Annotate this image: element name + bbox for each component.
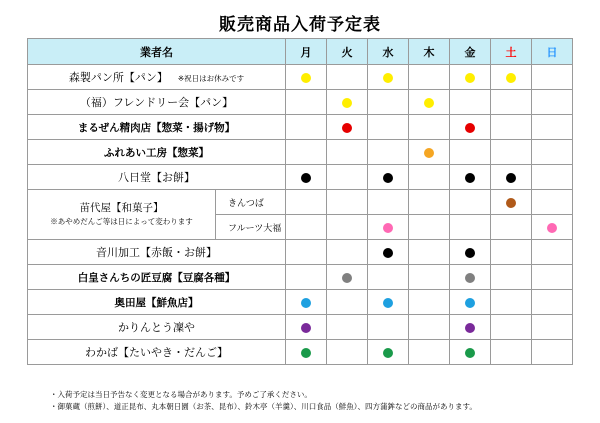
day-cell: [327, 65, 368, 90]
day-cell: [491, 165, 532, 190]
day-cell: [491, 315, 532, 340]
vendor-note: ※祝日はお休みです: [177, 74, 245, 83]
day-cell: [286, 90, 327, 115]
day-header: 金: [450, 39, 491, 65]
header-row: [28, 39, 573, 65]
vendor-name: 白皇さんちの匠豆腐【豆腐各種】: [28, 265, 286, 290]
footer-note: ・入荷予定は当日予告なく変更となる場合があります。予めご了承ください。: [50, 390, 312, 399]
day-cell: [327, 190, 368, 215]
day-cell: [327, 315, 368, 340]
day-cell: [450, 115, 491, 140]
delivery-dot-icon: [506, 173, 516, 183]
day-cell: [409, 115, 450, 140]
day-cell: [491, 115, 532, 140]
product-name: フルーツ大福: [216, 215, 286, 240]
day-header: 水: [368, 39, 409, 65]
day-cell: [491, 215, 532, 240]
vendor-name: かりんとう凜や: [28, 315, 286, 340]
vendor-column-header: 業者名: [28, 39, 286, 65]
day-cell: [409, 265, 450, 290]
day-cell: [327, 165, 368, 190]
delivery-dot-icon: [342, 98, 352, 108]
delivery-dot-icon: [465, 323, 475, 333]
day-cell: [450, 190, 491, 215]
day-cell: [286, 165, 327, 190]
day-cell: [532, 90, 573, 115]
day-cell: [327, 215, 368, 240]
day-cell: [491, 190, 532, 215]
day-cell: [409, 240, 450, 265]
day-cell: [286, 215, 327, 240]
delivery-schedule-table: [27, 38, 573, 365]
day-cell: [368, 340, 409, 365]
delivery-dot-icon: [424, 148, 434, 158]
day-cell: [409, 65, 450, 90]
table-row: [28, 65, 573, 90]
table-row: [28, 340, 573, 365]
delivery-dot-icon: [301, 298, 311, 308]
day-cell: [532, 190, 573, 215]
delivery-dot-icon: [301, 323, 311, 333]
delivery-dot-icon: [465, 298, 475, 308]
delivery-dot-icon: [547, 223, 557, 233]
vendor-name: ふれあい工房【惣菜】: [28, 140, 286, 165]
day-cell: [327, 290, 368, 315]
day-header: 火: [327, 39, 368, 65]
table-row: [28, 315, 573, 340]
vendor-name: 音川加工【赤飯・お餅】: [28, 240, 286, 265]
day-cell: [286, 290, 327, 315]
day-cell: [327, 115, 368, 140]
vendor-name: （福）フレンドリー会【パン】: [28, 90, 286, 115]
delivery-dot-icon: [465, 273, 475, 283]
day-cell: [450, 290, 491, 315]
day-cell: [409, 90, 450, 115]
vendor-name: [28, 65, 286, 90]
day-cell: [532, 215, 573, 240]
day-cell: [532, 290, 573, 315]
day-cell: [368, 190, 409, 215]
day-cell: [532, 315, 573, 340]
day-cell: [450, 265, 491, 290]
delivery-dot-icon: [342, 273, 352, 283]
day-cell: [327, 140, 368, 165]
day-cell: [532, 165, 573, 190]
day-cell: [491, 340, 532, 365]
table-row: [28, 190, 573, 215]
vendor-name: 八日堂【お餅】: [28, 165, 286, 190]
day-cell: [491, 265, 532, 290]
day-cell: [368, 315, 409, 340]
day-cell: [532, 140, 573, 165]
day-cell: [491, 240, 532, 265]
delivery-dot-icon: [383, 73, 393, 83]
vendor-label: 苗代屋【和菓子】: [79, 201, 164, 214]
day-cell: [286, 340, 327, 365]
delivery-dot-icon: [342, 123, 352, 133]
delivery-dot-icon: [383, 223, 393, 233]
day-cell: [368, 265, 409, 290]
day-cell: [368, 165, 409, 190]
day-cell: [491, 290, 532, 315]
day-cell: [409, 315, 450, 340]
day-cell: [409, 165, 450, 190]
delivery-dot-icon: [465, 248, 475, 258]
day-header: 月: [286, 39, 327, 65]
day-cell: [286, 265, 327, 290]
day-cell: [286, 190, 327, 215]
day-cell: [409, 190, 450, 215]
table-row: [28, 290, 573, 315]
day-cell: [532, 240, 573, 265]
day-cell: [450, 215, 491, 240]
vendor-label: 森製パン所【パン】: [68, 71, 168, 84]
day-cell: [450, 90, 491, 115]
day-cell: [532, 265, 573, 290]
vendor-note: ※あやめだんご等は日によって変わります: [50, 216, 193, 226]
day-cell: [368, 215, 409, 240]
day-cell: [450, 315, 491, 340]
table-row: [28, 165, 573, 190]
delivery-dot-icon: [383, 298, 393, 308]
vendor-name: [28, 190, 216, 240]
day-cell: [450, 340, 491, 365]
table-row: [28, 140, 573, 165]
day-cell: [286, 240, 327, 265]
delivery-dot-icon: [383, 348, 393, 358]
day-cell: [450, 140, 491, 165]
delivery-dot-icon: [383, 248, 393, 258]
delivery-dot-icon: [506, 73, 516, 83]
day-cell: [450, 165, 491, 190]
day-cell: [286, 65, 327, 90]
day-cell: [532, 65, 573, 90]
delivery-dot-icon: [383, 173, 393, 183]
delivery-dot-icon: [424, 98, 434, 108]
day-cell: [368, 65, 409, 90]
footer-notes: [50, 389, 477, 413]
day-cell: [368, 115, 409, 140]
footer-note: ・御菓蔵（煎餅）、道正昆布、丸本朝日園（お茶、昆布）、鈴木亭（羊羹）、川口食品（鮮魚）、四方蒲鉾などの商品があります。: [50, 402, 477, 411]
day-cell: [327, 240, 368, 265]
day-cell: [450, 240, 491, 265]
day-header: 木: [409, 39, 450, 65]
vendor-name: わかば【たいやき・だんご】: [28, 340, 286, 365]
delivery-dot-icon: [465, 123, 475, 133]
day-cell: [409, 140, 450, 165]
page-title: 販売商品入荷予定表: [219, 15, 381, 35]
product-name: きんつば: [216, 190, 286, 215]
day-cell: [286, 315, 327, 340]
day-cell: [327, 265, 368, 290]
day-header: 土: [491, 39, 532, 65]
day-cell: [286, 140, 327, 165]
day-cell: [491, 90, 532, 115]
day-cell: [532, 115, 573, 140]
day-cell: [368, 240, 409, 265]
delivery-dot-icon: [301, 348, 311, 358]
delivery-dot-icon: [465, 348, 475, 358]
delivery-dot-icon: [465, 173, 475, 183]
day-cell: [327, 90, 368, 115]
day-cell: [409, 340, 450, 365]
day-cell: [491, 65, 532, 90]
day-cell: [409, 290, 450, 315]
day-header: 日: [532, 39, 573, 65]
delivery-dot-icon: [301, 173, 311, 183]
table-row: [28, 265, 573, 290]
vendor-name: まるぜん精肉店【惣菜・揚げ物】: [28, 115, 286, 140]
vendor-name: 奥田屋【鮮魚店】: [28, 290, 286, 315]
day-cell: [532, 340, 573, 365]
day-cell: [368, 290, 409, 315]
table-row: [28, 240, 573, 265]
day-cell: [368, 140, 409, 165]
table-row: [28, 115, 573, 140]
delivery-dot-icon: [465, 73, 475, 83]
day-cell: [409, 215, 450, 240]
day-cell: [491, 140, 532, 165]
delivery-dot-icon: [506, 198, 516, 208]
day-cell: [327, 340, 368, 365]
table-row: [28, 90, 573, 115]
delivery-dot-icon: [301, 73, 311, 83]
day-cell: [450, 65, 491, 90]
day-cell: [286, 115, 327, 140]
day-cell: [368, 90, 409, 115]
